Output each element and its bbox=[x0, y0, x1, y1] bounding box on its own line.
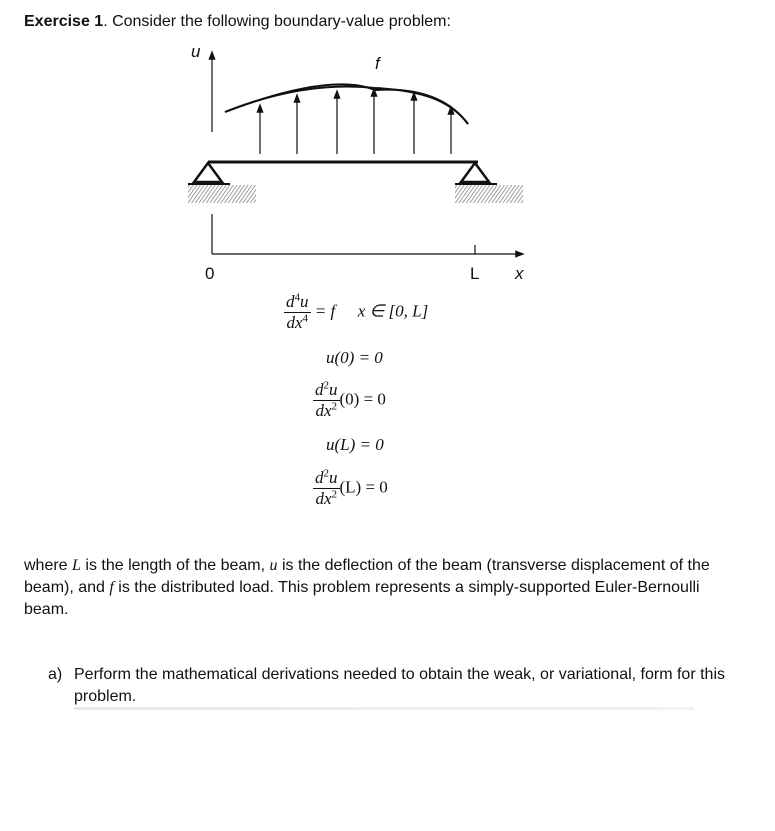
pde-domain: x ∈ [0, L] bbox=[357, 301, 429, 321]
question-a-text: Perform the mathematical derivations needed to obtain the weak, or variational, form for this problem. bbox=[74, 666, 725, 705]
question-a-label: a) bbox=[48, 666, 63, 683]
x-axis-label: x bbox=[515, 264, 524, 283]
length-label: L bbox=[470, 264, 480, 283]
right-support bbox=[455, 163, 523, 203]
bc-moment-0-rhs: (0) = 0 bbox=[339, 389, 386, 409]
origin-label: 0 bbox=[205, 264, 215, 283]
bc-uL: u(L) = 0 bbox=[326, 435, 384, 454]
beam-diagram bbox=[0, 0, 775, 300]
load-curve bbox=[225, 84, 468, 124]
pde-equation: $\frac{d^4u}{dx^4}$ = f x ∈ [0, L] bbox=[286, 291, 429, 332]
left-support bbox=[188, 163, 256, 203]
load-arrows bbox=[260, 92, 451, 154]
exercise-intro: . Consider the following boundary-value problem: bbox=[103, 13, 451, 30]
description-paragraph: where L is the length of the beam, u is the deflection of the beam (transverse displacement of the beam), and f is the distributed load. This problem represents a simply-supported Euler-Bernoulli beam. bbox=[24, 557, 710, 618]
bc-u0: u(0) = 0 bbox=[326, 348, 383, 367]
bc-moment-0: $\frac{d^2u}{dx^2}$ (0) = 0 bbox=[315, 379, 386, 420]
load-label: f bbox=[375, 54, 380, 73]
exercise-number: Exercise 1 bbox=[24, 13, 104, 30]
u-axis-label: u bbox=[191, 42, 201, 61]
pde-rhs: = f bbox=[314, 301, 336, 321]
bc-moment-L-rhs: (L) = 0 bbox=[339, 477, 388, 497]
cut-off-line bbox=[74, 707, 694, 710]
bc-moment-L: $\frac{d^2u}{dx^2}$ (L) = 0 bbox=[315, 467, 388, 508]
